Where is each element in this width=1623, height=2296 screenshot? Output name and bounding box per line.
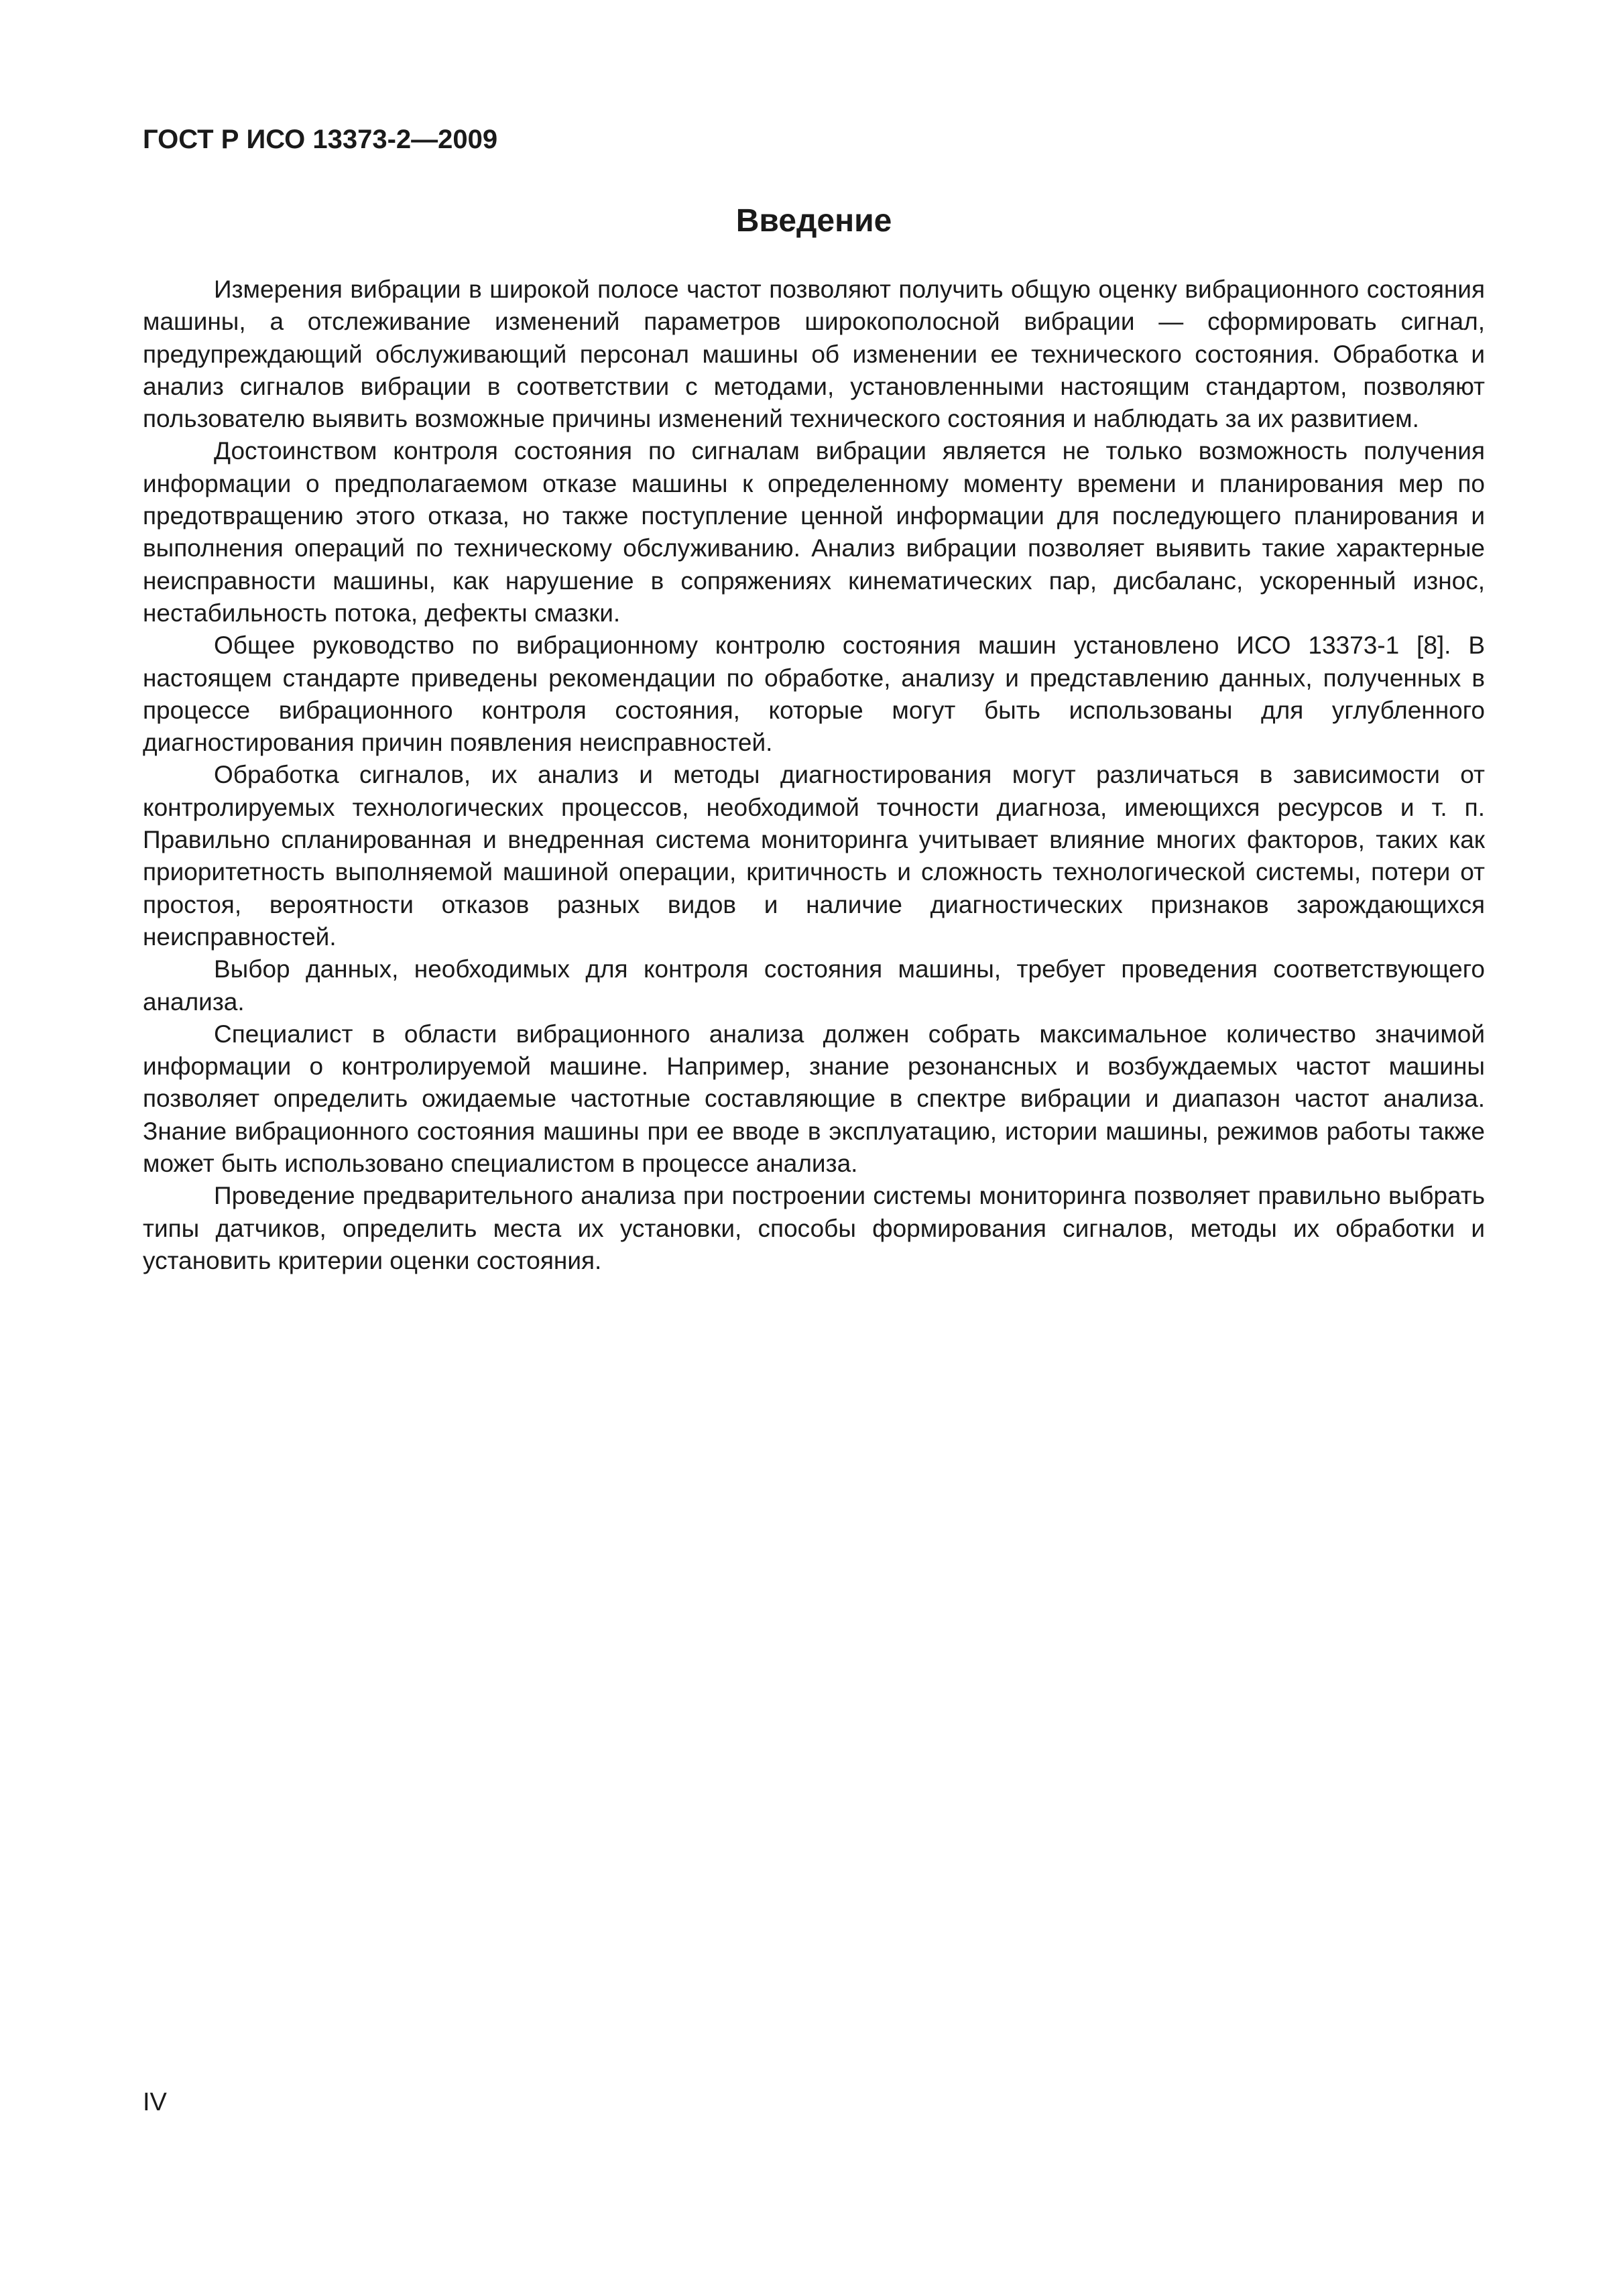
body-paragraph: Общее руководство по вибрационному контролю состояния машин установлено ИСО 13373-1 [8]. В настоящем стандарте приведены рекомендации по обработке, анализу и представлению данных, полученных в процессе вибрационного контроля состояния, которые могут быть использованы для углубленного диагностирования причин появления неисправностей. <box>143 631 1485 757</box>
body-paragraph: Проведение предварительного анализа при построении системы мониторинга позволяет правильно выбрать типы датчиков, определить места их установки, способы формирования сигналов, методы их обработки и установить критерии оценки состояния. <box>143 1182 1485 1274</box>
document-code-header: ГОСТ Р ИСО 13373-2—2009 <box>143 125 498 154</box>
document-body <box>143 274 1485 1277</box>
page-number: IV <box>143 2088 167 2116</box>
body-paragraph: Обработка сигналов, их анализ и методы диагностирования могут различаться в зависимости от контролируемых технологических процессов, необходимой точности диагноза, имеющихся ресурсов и т. п. Правильно спланированная и внедренная система мониторинга учитывает влияние многих факторов, таких как приоритетность выполняемой машиной операции, критичность и сложность технологической системы, потери от простоя, вероятности отказов разных видов и наличие диагностических признаков зарождающихся неисправностей. <box>143 761 1485 951</box>
body-paragraph: Достоинством контроля состояния по сигналам вибрации является не только возможность получения информации о предполагаемом отказе машины к определенному моменту времени и планирования мер по предотвращению этого отказа, но также поступление ценной информации для последующего планирования и выполнения операций по техническому обслуживанию. Анализ вибрации позволяет выявить такие характерные неисправности машины, как нарушение в сопряжениях кинематических пар, дисбаланс, ускоренный износ, нестабильность потока, дефекты смазки. <box>143 437 1485 627</box>
body-paragraph: Специалист в области вибрационного анализа должен собрать максимальное количество значимой информации о контролируемой машине. Например, знание резонансных и возбуждаемых частот машины позволяет определить ожидаемые частотные составляющие в спектре вибрации и диапазон частот анализа. Знание вибрационного состояния машины при ее вводе в эксплуатацию, истории машины, режимов работы также может быть использовано специалистом в процессе анализа. <box>143 1020 1485 1178</box>
body-paragraph: Выбор данных, необходимых для контроля состояния машины, требует проведения соответствующего анализа. <box>143 955 1485 1016</box>
body-paragraph: Измерения вибрации в широкой полосе частот позволяют получить общую оценку вибрационного состояния машины, а отслеживание изменений параметров широкополосной вибрации — сформировать сигнал, предупреждающий обслуживающий персонал машины об изменении ее технического состояния. Обработка и анализ сигналов вибрации в соответствии с методами, установленными настоящим стандартом, позволяют пользователю выявить возможные причины изменений технического состояния и наблюдать за их развитием. <box>143 276 1485 433</box>
section-title: Введение <box>735 203 892 239</box>
